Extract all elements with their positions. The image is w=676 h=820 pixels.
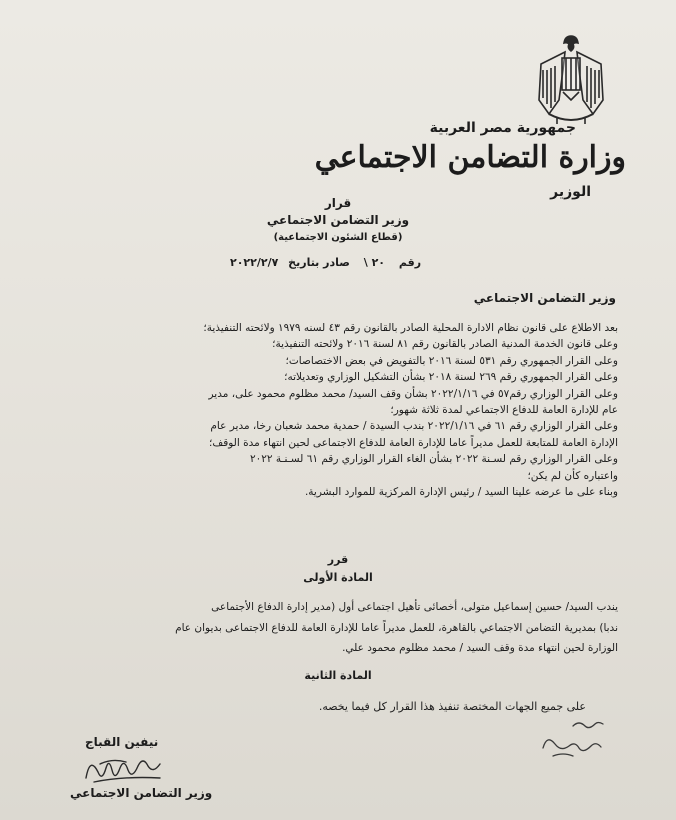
preamble-line: الإدارة العامة للمتابعة للعمل مديراً عاما للإدارة العامة للدفاع الاجتماعى لحين انتهاء مدة الوقف؛ (209, 436, 618, 449)
number-label: رقم (398, 256, 422, 269)
signatory-name: نيفين القباج (85, 735, 159, 749)
article-1-text (38, 597, 618, 659)
egypt-eagle-emblem-icon (535, 30, 607, 126)
article-1-heading: المادة الأولى (303, 571, 373, 584)
number-value: ٢٠ \ (363, 256, 386, 269)
date-label: صادر بتاريخ (288, 256, 350, 269)
preamble-line: واعتباره كأن لم يكن؛ (527, 469, 618, 482)
preamble-line: وعلى القرار الجمهوري رقم ٥٣١ لسنة ٢٠١٦ بالتفويض في بعض الاختصاصات؛ (285, 354, 618, 367)
preamble-line: بعد الاطلاع على قانون نظام الادارة المحلية الصادر بالقانون رقم ٤٣ لسنه ١٩٧٩ ولائحته التنفيذية؛ (203, 322, 618, 334)
date-value: ٢٠٢٢/٢/٧ (230, 256, 279, 269)
preamble-line: وعلى القرار الوزاري رقم ٦١ في ٢٠٢٢/١/١٦ بندب السيدة / حمدية محمد شعبان رخا، مدير عام (210, 420, 618, 433)
preamble-line: وعلى القرار الوزاري رقم لسـنة ٢٠٢٢ بشأن الغاء القرار الوزاري رقم ٦١ لسـنـة ٢٠٢٢ (249, 453, 618, 466)
preamble-line: عام للإدارة العامة للدفاع الاجتماعي لمدة ثلاثة شهور؛ (390, 404, 618, 417)
preamble-line: وبناء على ما عرضه علينا السيد / رئيس الإدارة المركزية للموارد البشرية. (304, 486, 618, 499)
decree-sector: (قطاع الشئون الاجتماعية) (273, 232, 403, 243)
initials-signature-icon (535, 718, 610, 760)
preamble-line: وعلى قانون الخدمة المدنية الصادر بالقانون رقم ٨١ لسنة ٢٠١٦ ولائحته التنفيذية؛ (272, 338, 618, 351)
minister-label: الوزير (550, 184, 591, 200)
article-2-text: على جميع الجهات المختصة تنفيذ هذا القرار كل فيما يخصه. (318, 700, 586, 713)
addressee: وزير التضامن الاجتماعي (473, 291, 616, 305)
decided-heading: قرر (327, 553, 349, 566)
article-1-line: ندبا) بمديرية التضامن الاجتماعي بالقاهرة، للعمل مديراً عاما للإدارة العامة للدفاع الاجتماعى بديوان عام (175, 621, 618, 634)
article-2-heading: المادة الثانية (304, 669, 372, 682)
handwritten-signature-icon (80, 750, 170, 788)
republic-name: جمهورية مصر العربية (429, 120, 576, 136)
preamble-list (38, 320, 618, 500)
decree-issuer: وزير التضامن الاجتماعي (266, 213, 410, 227)
preamble-line: وعلى القرار الجمهوري رقم ٢٦٩ لسنة ٢٠١٨ بشأن التشكيل الوزاري وتعديلاته؛ (284, 371, 618, 384)
ministry-name: وزارة التضامن الاجتماعي (314, 140, 626, 175)
decree-reference (230, 256, 421, 269)
preamble-line: وعلى القرار الوزاري رقم٥٧ في ٢٠٢٢/١/١٦ بشأن وقف السيد/ محمد مظلوم محمود على، مدير (208, 387, 618, 400)
article-1-line: يندب السيد/ حسين إسماعيل متولى، أخصائى تأهيل اجتماعى أول (مدير إدارة الدفاع الأجتماعى (211, 601, 618, 613)
signatory-title: وزير التضامن الاجتماعي (70, 786, 213, 800)
article-1-line: الوزارة لحين انتهاء مدة وقف السيد / محمد مظلوم محمود علي. (342, 642, 618, 654)
decree-heading: قرار (324, 196, 352, 210)
